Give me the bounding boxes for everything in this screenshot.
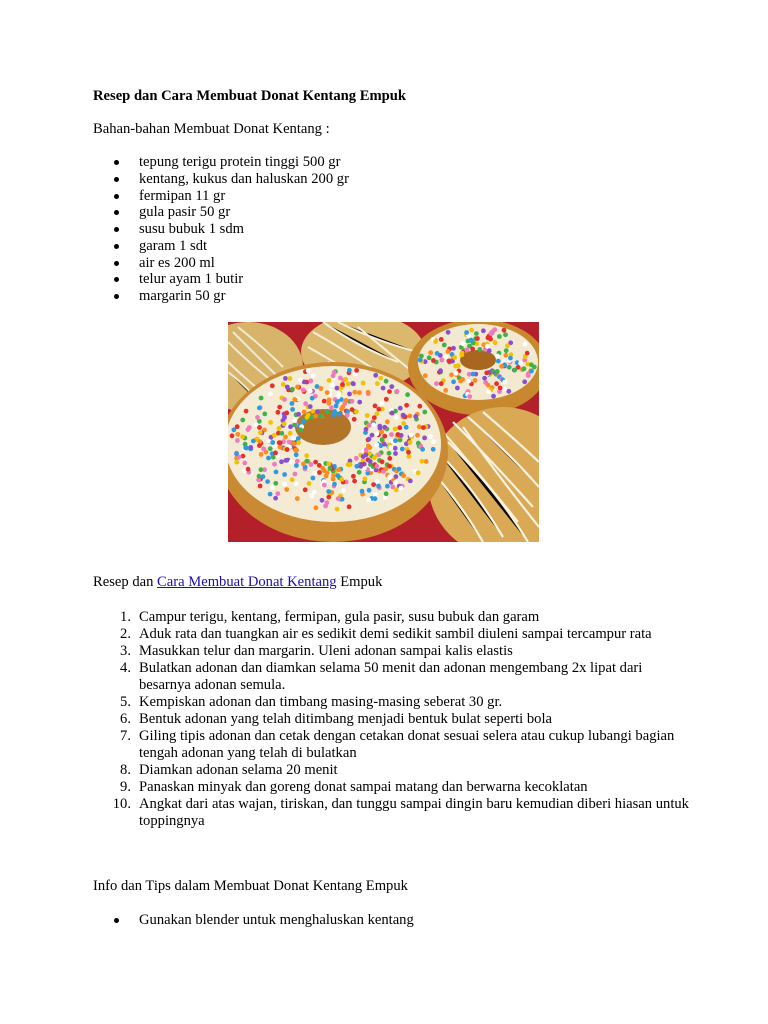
list-item <box>93 779 693 796</box>
list-item <box>93 796 693 830</box>
list-item <box>93 660 693 694</box>
step-number: 2. <box>120 626 131 642</box>
recipe-link[interactable]: Cara Membuat Donat Kentang <box>157 574 337 590</box>
bullet-icon <box>114 261 119 266</box>
step-text: Bulatkan adonan dan diamkan selama 50 menit dan adonan mengembang 2x lipat dari besarnya adonan semula. <box>139 660 643 693</box>
bullet-icon <box>114 244 119 249</box>
donut-illustration <box>228 322 539 542</box>
list-item <box>93 609 693 626</box>
list-item <box>93 238 349 255</box>
steps-list <box>93 609 693 830</box>
list-item <box>93 643 693 660</box>
step-number: 6. <box>120 711 131 727</box>
step-text: Bentuk adonan yang telah ditimbang menjadi bentuk bulat seperti bola <box>139 711 552 727</box>
ingredient-text: garam 1 sdt <box>139 237 208 254</box>
ingredients-list <box>93 154 349 305</box>
tips-heading: Info dan Tips dalam Membuat Donat Kentang Empuk <box>93 878 408 894</box>
ingredient-text: air es 200 ml <box>139 254 215 271</box>
step-text: Diamkan adonan selama 20 menit <box>139 762 338 778</box>
bullet-icon <box>114 210 119 215</box>
step-text: Campur terigu, kentang, fermipan, gula pasir, susu bubuk dan garam <box>139 609 540 625</box>
list-item <box>93 171 349 188</box>
bullet-icon <box>114 227 119 232</box>
list-item <box>93 255 349 272</box>
ingredient-text: telur ayam 1 butir <box>139 271 244 288</box>
step-number: 1. <box>120 609 131 625</box>
list-item <box>93 711 693 728</box>
list-item <box>93 626 693 643</box>
ingredient-text: margarin 50 gr <box>139 288 226 304</box>
bullet-icon <box>114 194 119 199</box>
ingredient-text: tepung terigu protein tinggi 500 gr <box>139 154 341 170</box>
tips-list <box>93 912 414 929</box>
list-item <box>93 912 414 929</box>
ingredients-heading: Bahan-bahan Membuat Donat Kentang : <box>93 121 330 137</box>
document-title: Resep dan Cara Membuat Donat Kentang Empuk <box>93 88 406 104</box>
step-text: Angkat dari atas wajan, tiriskan, dan tunggu sampai dingin baru kemudian diberi hiasan untuk toppingnya <box>139 796 689 829</box>
list-item <box>93 694 693 711</box>
step-text: Aduk rata dan tuangkan air es sedikit demi sedikit sambil diuleni sampai tercampur rata <box>139 626 652 642</box>
step-number: 7. <box>120 728 131 744</box>
list-item <box>93 762 693 779</box>
step-number: 10. <box>112 796 131 812</box>
bullet-icon <box>114 918 119 923</box>
bullet-icon <box>114 277 119 282</box>
ingredient-text: kentang, kukus dan haluskan 200 gr <box>139 170 349 187</box>
list-item <box>93 154 349 171</box>
ingredient-text: fermipan 11 gr <box>139 187 226 204</box>
bullet-icon <box>114 177 119 182</box>
list-item <box>93 221 349 238</box>
step-number: 5. <box>120 694 131 710</box>
bullet-icon <box>114 294 119 299</box>
recipe-heading-prefix: Resep dan <box>93 574 158 590</box>
list-item <box>93 188 349 205</box>
step-number: 9. <box>120 779 131 795</box>
tip-text: Gunakan blender untuk menghaluskan kentang <box>139 912 414 928</box>
donut-photo <box>228 322 539 542</box>
list-item <box>93 204 349 221</box>
step-text: Giling tipis adonan dan cetak dengan cetakan donat sesuai selera atau cukup lubangi bagian tengah adonan yang telah di bulatkan <box>139 728 675 761</box>
step-number: 8. <box>120 762 131 778</box>
step-text: Kempiskan adonan dan timbang masing-masing seberat 30 gr. <box>139 694 503 710</box>
list-item <box>93 271 349 288</box>
step-text: Masukkan telur dan margarin. Uleni adonan sampai kalis elastis <box>139 643 513 659</box>
list-item <box>93 288 349 305</box>
ingredient-text: susu bubuk 1 sdm <box>139 221 245 237</box>
recipe-heading <box>93 574 382 591</box>
list-item <box>93 728 693 762</box>
step-number: 3. <box>120 643 131 659</box>
bullet-icon <box>114 160 119 165</box>
step-text: Panaskan minyak dan goreng donat sampai matang dan berwarna kecoklatan <box>139 779 588 795</box>
step-number: 4. <box>120 660 131 676</box>
recipe-heading-suffix: Empuk <box>336 574 383 590</box>
ingredient-text: gula pasir 50 gr <box>139 204 231 221</box>
